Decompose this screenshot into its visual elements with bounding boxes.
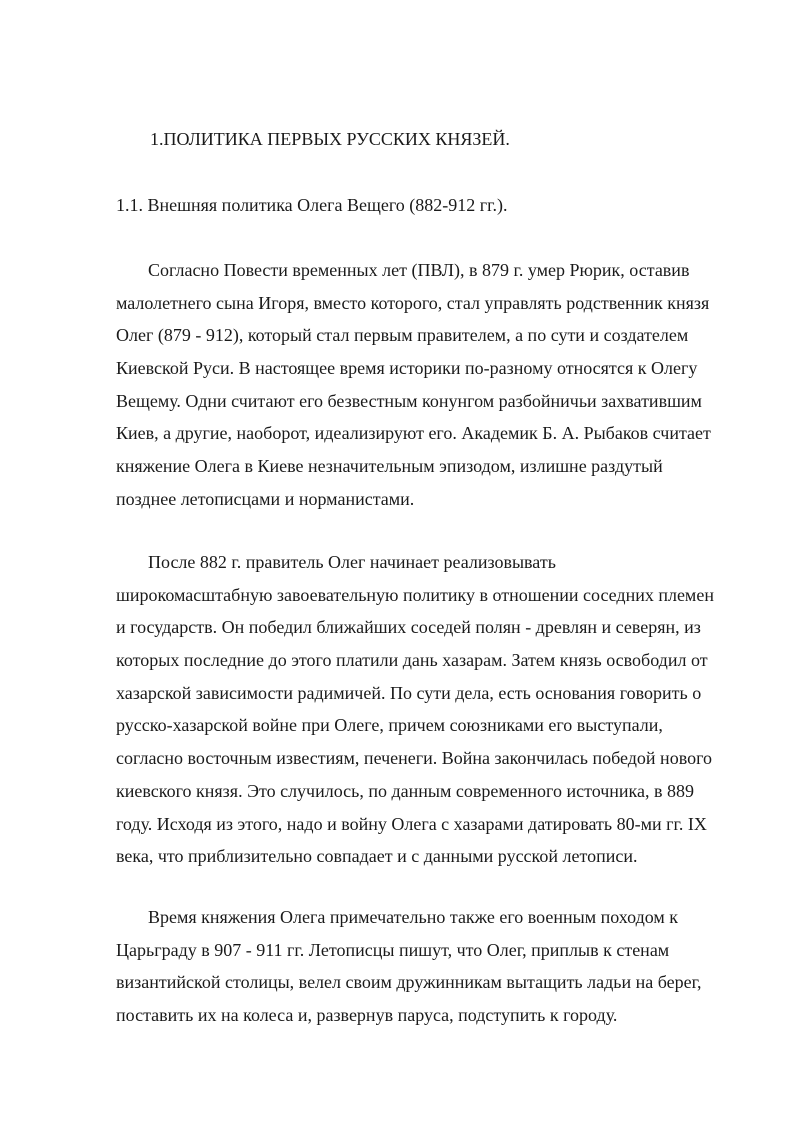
paragraph-line: Время княжения Олега примечательно также его военным походом к xyxy=(148,907,679,927)
section-title: 1.1. Внешняя политика Олега Вещего (882-912 гг.). xyxy=(116,195,508,215)
paragraph-rurik-oleg xyxy=(116,259,756,521)
paragraph-line: малолетнего сына Игоря, вместо которого, стал управлять родственник князя xyxy=(116,292,710,313)
paragraph-line: княжение Олега в Киеве незначительным эпизодом, излишне раздутый xyxy=(116,456,663,477)
paragraph-line: Киевской Руси. В настоящее время историки по-разному относятся к Олегу xyxy=(116,358,698,379)
paragraph-line: году. Исходя из этого, надо и войну Олега с хазарами датировать 80-ми гг. IX xyxy=(116,813,707,834)
paragraph-line: Вещему. Одни считают его безвестным конунгом разбойничьи захватившим xyxy=(116,390,702,411)
paragraph-line: широкомасштабную завоевательную политику в отношении соседних племен xyxy=(116,584,714,605)
paragraph-line: Олег (879 - 912), который стал первым правителем, а по сути и создателем xyxy=(116,325,689,346)
paragraph-line: После 882 г. правитель Олег начинает реализовывать xyxy=(148,552,556,572)
paragraph-line: которых последние до этого платили дань хазарам. Затем князь освободил от xyxy=(116,650,708,671)
paragraph-line: века, что приблизительно совпадает и с данными русской летописи. xyxy=(116,846,638,867)
paragraph-line: Согласно Повести временных лет (ПВЛ), в 879 г. умер Рюрик, оставив xyxy=(148,260,690,280)
paragraph-line: позднее летописцами и норманистами. xyxy=(116,488,415,509)
paragraph-conquests xyxy=(116,551,756,878)
paragraph-line: Киев, а другие, наоборот, идеализируют его. Академик Б. А. Рыбаков считает xyxy=(116,423,711,444)
paragraph-line: хазарской зависимости радимичей. По сути дела, есть основания говорить о xyxy=(116,682,702,703)
paragraph-line: византийской столицы, велел своим дружинникам вытащить ладьи на берег, xyxy=(116,972,702,993)
paragraph-tsargrad-campaign xyxy=(116,906,756,1037)
paragraph-line: поставить их на колеса и, развернув паруса, подступить к городу. xyxy=(116,1005,618,1026)
paragraph-line: киевского князя. Это случилось, по данным современного источника, в 889 xyxy=(116,780,695,801)
paragraph-line: русско-хазарской войне при Олеге, причем союзниками его выступали, xyxy=(116,715,663,736)
paragraph-line: согласно восточным известиям, печенеги. Война закончилась победой нового xyxy=(116,748,713,769)
chapter-title: 1.ПОЛИТИКА ПЕРВЫХ РУССКИХ КНЯЗЕЙ. xyxy=(150,129,510,149)
paragraph-line: и государств. Он победил ближайших соседей полян - древлян и северян, из xyxy=(116,617,701,638)
paragraph-line: Царьграду в 907 - 911 гг. Летописцы пишут, что Олег, приплыв к стенам xyxy=(116,939,670,960)
